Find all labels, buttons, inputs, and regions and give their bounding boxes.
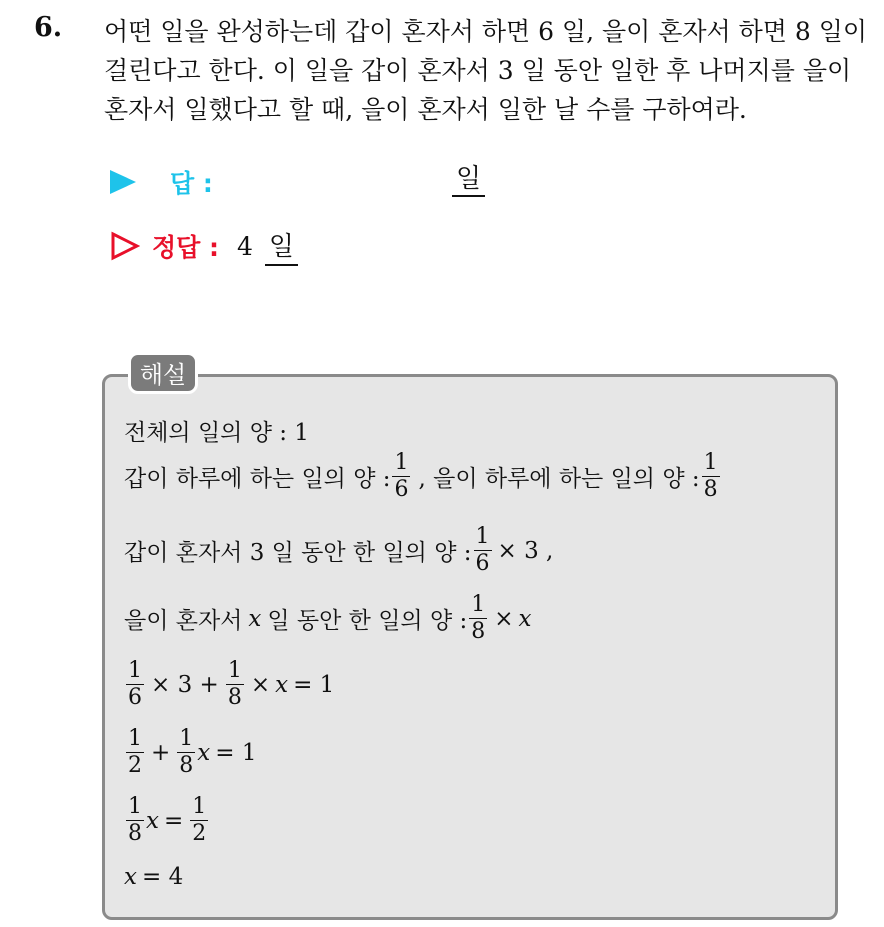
denominator: 8 (179, 753, 194, 778)
numerator: 1 (192, 794, 207, 819)
solution-text: 을이 혼자서 (124, 608, 243, 634)
denominator: 2 (192, 821, 207, 846)
denominator: 8 (227, 685, 242, 710)
solution-tab: 해설 (128, 352, 198, 394)
denominator: 6 (394, 477, 409, 502)
answer-row (110, 164, 213, 200)
numerator: 1 (475, 524, 490, 549)
fraction (702, 452, 720, 501)
variable: x (275, 671, 289, 698)
question-text (104, 12, 874, 129)
solution-text: , 을이 하루에 하는 일의 양 : (418, 466, 700, 492)
fraction (392, 452, 410, 501)
variable: x (146, 807, 159, 834)
numerator: 1 (179, 726, 194, 751)
play-triangle-icon (110, 170, 136, 194)
variable: x (124, 864, 137, 890)
solution-line-eul (124, 594, 532, 643)
solution-line-daily (124, 452, 722, 501)
numerator: 1 (128, 726, 142, 751)
equation-2 (124, 728, 261, 777)
correct-answer-value: 4 (237, 231, 253, 261)
denominator: 6 (128, 685, 142, 710)
operator: = (163, 807, 184, 834)
denominator: 2 (128, 753, 142, 778)
solution-text: 갑이 하루에 하는 일의 양 : (124, 466, 391, 492)
operator: + (151, 739, 171, 766)
numerator: 1 (471, 592, 486, 617)
equation-1 (124, 660, 339, 709)
answer-label: 답 : (170, 169, 213, 198)
equation-3 (124, 796, 210, 845)
variable: x (248, 605, 262, 632)
denominator: 8 (471, 619, 486, 644)
correct-answer-label: 정답 : (152, 233, 220, 262)
question-number: 6. (34, 12, 63, 43)
fraction (126, 728, 144, 777)
equation-4 (124, 864, 188, 890)
correct-answer-row (110, 226, 298, 266)
operator: = 1 (215, 739, 257, 766)
fraction (177, 728, 195, 777)
fraction (126, 796, 144, 845)
question-line: 어떤 일을 완성하는데 갑이 혼자서 하면 6 일, 을이 혼자서 하면 8 일이 (104, 17, 868, 46)
numerator: 1 (227, 658, 242, 683)
solution-text: 전체의 일의 양 : 1 (124, 420, 309, 446)
operator: = 1 (293, 671, 335, 698)
denominator: 8 (703, 477, 718, 502)
operator: = 4 (141, 864, 184, 890)
question-line: 혼자서 일했다고 할 때, 을이 혼자서 일한 날 수를 구하여라. (104, 95, 747, 124)
solution-text: × 3 , (497, 537, 554, 564)
variable: x (197, 739, 211, 766)
fraction (469, 594, 487, 643)
operator: × (250, 671, 271, 698)
numerator: 1 (128, 794, 142, 819)
solution-line-total (124, 414, 309, 447)
solution-text: 갑이 혼자서 3 일 동안 한 일의 양 : (124, 540, 472, 566)
outline-triangle-icon (110, 231, 140, 261)
correct-answer-unit: 일 (265, 226, 298, 266)
numerator: 1 (394, 450, 409, 475)
denominator: 6 (475, 551, 490, 576)
operator: × 3 + (151, 671, 219, 698)
solution-text: 일 동안 한 일의 양 : (267, 608, 468, 634)
operator: × (494, 605, 514, 632)
fraction (126, 660, 144, 709)
numerator: 1 (128, 658, 142, 683)
numerator: 1 (703, 450, 718, 475)
fraction (226, 660, 244, 709)
fraction (190, 796, 208, 845)
variable: x (518, 605, 532, 632)
denominator: 8 (128, 821, 142, 846)
solution-line-gap (124, 526, 553, 575)
fraction (474, 526, 492, 575)
answer-unit: 일 (452, 164, 485, 197)
question-line: 걸린다고 한다. 이 일을 갑이 혼자서 3 일 동안 일한 후 나머지를 을이 (104, 56, 852, 85)
